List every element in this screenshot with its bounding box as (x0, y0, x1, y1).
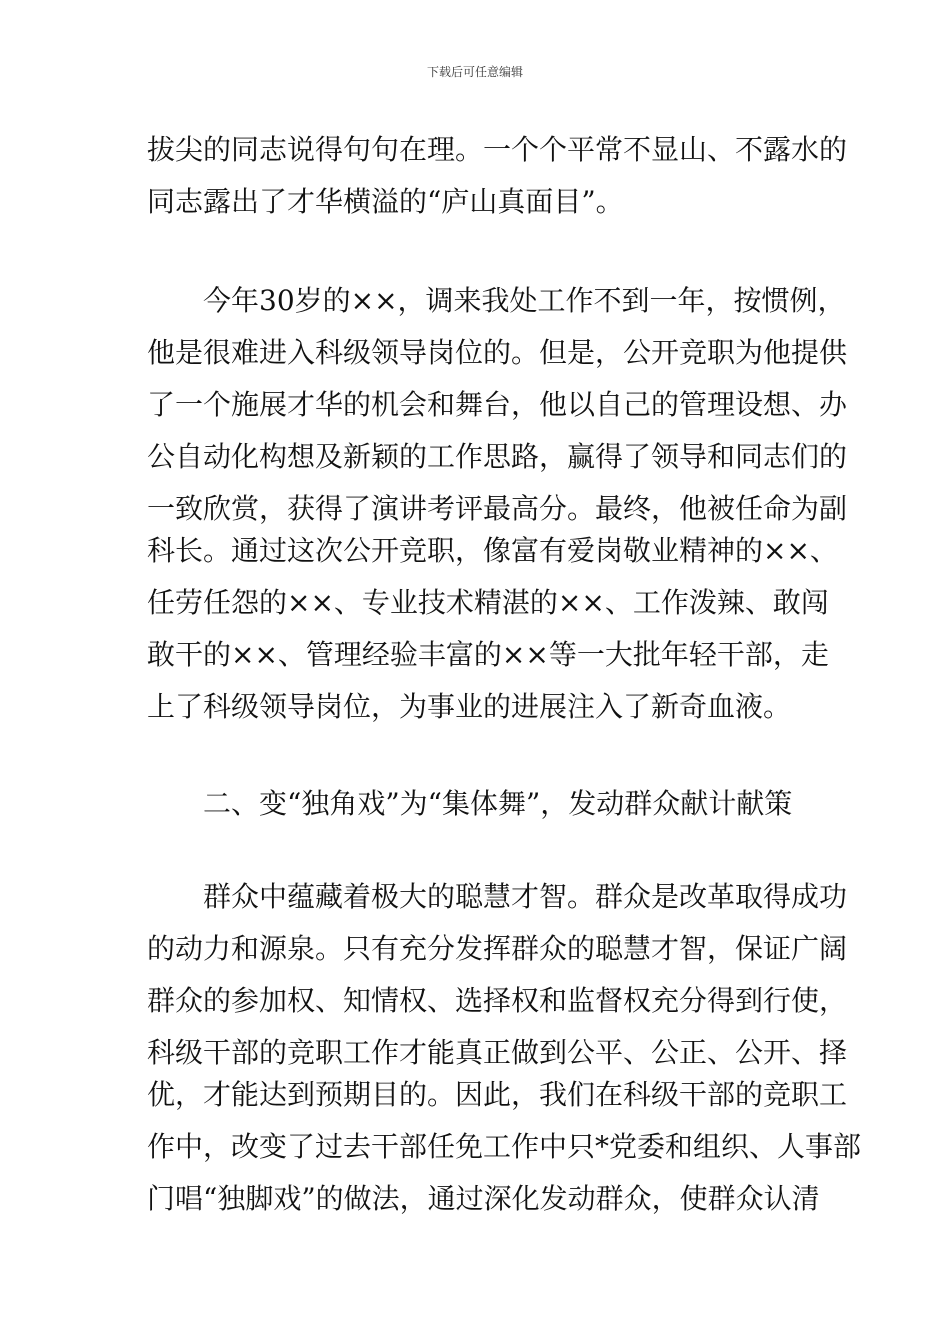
text-line: 公自动化构想及新颖的工作思路，赢得了领导和同志们的 (147, 440, 848, 473)
text-line: 门唱“独脚戏”的做法，通过深化发动群众，使群众认清 (147, 1182, 820, 1215)
text-line: 作中，改变了过去干部任免工作中只*党委和组织、人事部 (147, 1130, 862, 1163)
text-line: 同志露出了才华横溢的“庐山真面目”。 (147, 185, 624, 218)
page-header: 下载后可任意编辑 (426, 65, 523, 79)
text-line: 拔尖的同志说得句句在理。一个个平常不显山、不露水的 (147, 133, 848, 166)
text-line: 优，才能达到预期目的。因此，我们在科级干部的竞职工 (147, 1078, 848, 1111)
text-line: 上了科级领导岗位，为事业的进展注入了新奇血液。 (147, 690, 792, 723)
text-line: 今年30岁的××，调来我处工作不到一年，按惯例， (203, 284, 846, 317)
text-line: 群众中蕴藏着极大的聪慧才智。群众是改革取得成功 (203, 880, 848, 913)
section-heading: 二、变“独角戏”为“集体舞”，发动群众献计献策 (203, 787, 793, 820)
text-line: 敢干的××、管理经验丰富的××等一大批年轻干部，走 (147, 638, 829, 671)
text-line: 科长。通过这次公开竞职，像富有爱岗敬业精神的××、 (147, 534, 838, 567)
text-line: 了一个施展才华的机会和舞台，他以自己的管理设想、办 (147, 388, 848, 421)
text-line: 的动力和源泉。只有充分发挥群众的聪慧才智，保证广阔 (147, 932, 848, 965)
text-line: 一致欣赏，获得了演讲考评最高分。最终，他被任命为副 (147, 492, 848, 525)
text-line: 科级干部的竞职工作才能真正做到公平、公正、公开、择 (147, 1036, 848, 1069)
text-line: 群众的参加权、知情权、选择权和监督权充分得到行使， (147, 984, 848, 1017)
text-line: 任劳任怨的××、专业技术精湛的××、工作泼辣、敢闯 (147, 586, 829, 619)
text-line: 他是很难进入科级领导岗位的。但是，公开竞职为他提供 (147, 336, 848, 369)
